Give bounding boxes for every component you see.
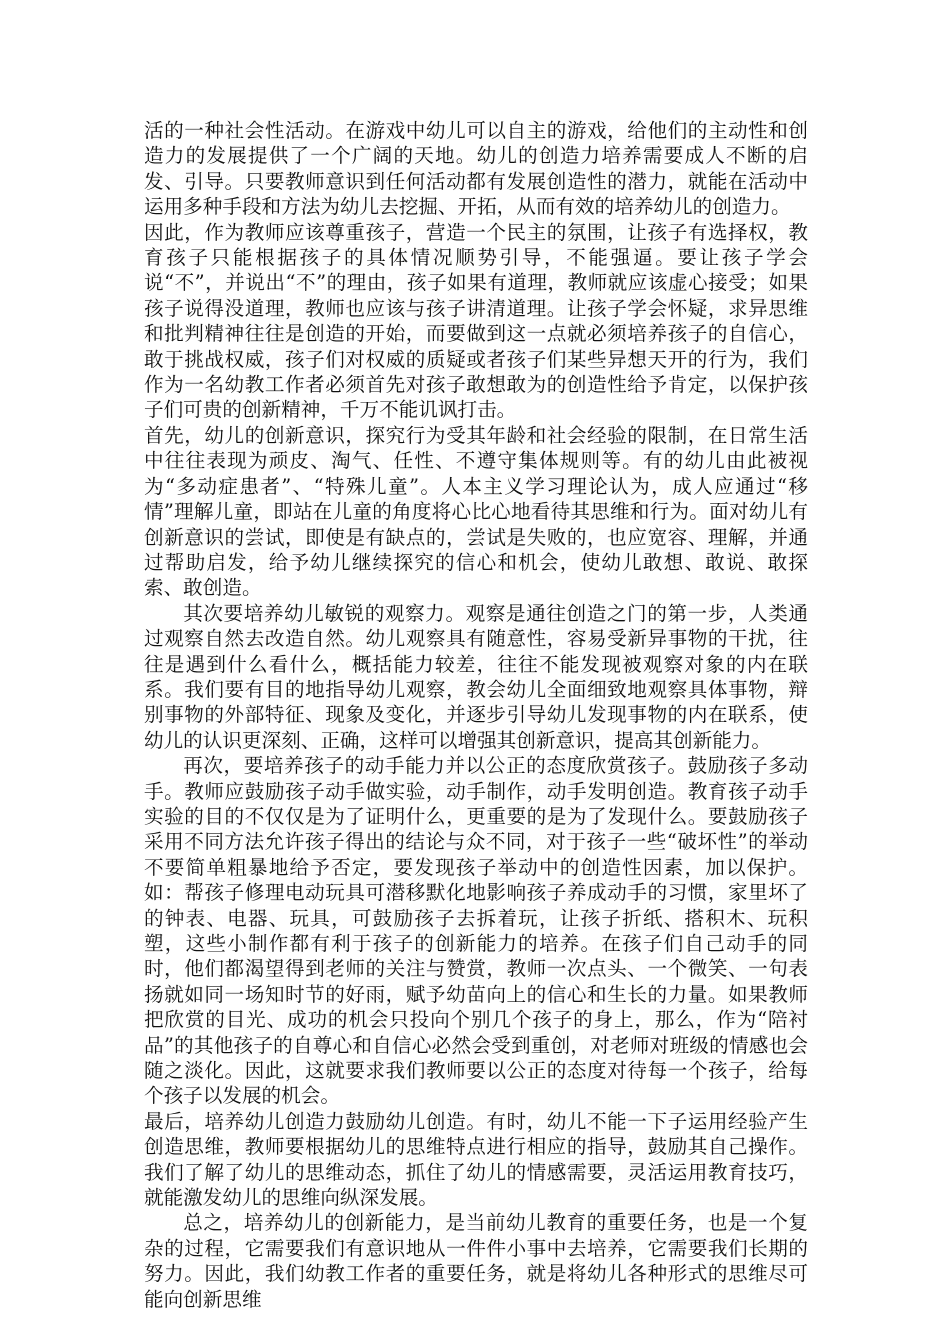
paragraph-4: 其次要培养幼儿敏锐的观察力。观察是通往创造之门的第一步，人类通过观察自然去改造自然。幼儿观察具有随意性，容易受新异事物的干扰，往往是遇到什么看什么，概括能力较差，往往不能发现被观察对象的内在联系。我们要有目的地指导幼儿观察，教会幼儿全面细致地观察具体事物，辩别事物的外部特征、现象及变化，并逐步引导幼儿发现事物的内在联系，使幼儿的认识更深刻、正确，这样可以增强其创新意识，提高其创新能力。 xyxy=(144,601,808,752)
paragraph-1: 活的一种社会性活动。在游戏中幼儿可以自主的游戏，给他们的主动性和创造力的发展提供了一个广阔的天地。幼儿的创造力培养需要成人不断的启发、引导。只要教师意识到任何活动都有发展创造性的潜力，就能在活动中运用多种手段和方法为幼儿去挖掘、开拓，从而有效的培养幼儿的创造力。 xyxy=(144,119,808,219)
paragraph-6: 最后，培养幼儿创造力鼓励幼儿创造。有时，幼儿不能一下子运用经验产生创造思维，教师要根据幼儿的思维特点进行相应的指导，鼓励其自己操作。我们了解了幼儿的思维动态，抓住了幼儿的情感需要，灵活运用教育技巧，就能激发幼儿的思维向纵深发展。 xyxy=(144,1109,808,1210)
paragraph-7: 总之，培养幼儿的创新能力，是当前幼儿教育的重要任务，也是一个复杂的过程，它需要我们有意识地从一件件小事中去培养，它需要我们长期的努力。因此，我们幼教工作者的重要任务，就是将幼儿各种形式的思维尽可能向创新思维 xyxy=(144,1211,808,1311)
document-body xyxy=(144,118,808,1312)
paragraph-2: 因此，作为教师应该尊重孩子，营造一个民主的氛围，让孩子有选择权，教育孩子只能根据孩子的具体情况顺势引导，不能强逼。要让孩子学会说“不”，并说出“不”的理由，孩子如果有道理，教师就应该虚心接受；如果孩子说得没道理，教师也应该与孩子讲清道理。让孩子学会怀疑，求异思维和批判精神往往是创造的开始，而要做到这一点就必须培养孩子的自信心，敢于挑战权威，孩子们对权威的质疑或者孩子们某些异想天开的行为，我们作为一名幼教工作者必须首先对孩子敢想敢为的创造性给予肯定，以保护孩子们可贵的创新精神，千万不能讥讽打击。 xyxy=(144,220,808,422)
paragraph-5: 再次，要培养孩子的动手能力并以公正的态度欣赏孩子。鼓励孩子多动手。教师应鼓励孩子动手做实验，动手制作，动手发明创造。教育孩子动手实验的目的不仅仅是为了证明什么，更重要的是为了发现什么。要鼓励孩子采用不同方法允许孩子得出的结论与众不同，对于孩子一些“破坏性”的举动不要简单粗暴地给予否定，要发现孩子举动中的创造性因素，加以保护。如：帮孩子修理电动玩具可潜移默化地影响孩子养成动手的习惯，家里坏了的钟表、电器、玩具，可鼓励孩子去拆着玩，让孩子折纸、搭积木、玩积塑，这些小制作都有利于孩子的创新能力的培养。在孩子们自己动手的同时，他们都渴望得到老师的关注与赞赏，教师一次点头、一个微笑、一句表扬就如同一场知时节的好雨，赋予幼苗向上的信心和生长的力量。如果教师把欣赏的目光、成功的机会只投向个别几个孩子的身上，那么，作为“陪衬品”的其他孩子的自尊心和自信心必然会受到重创，对老师对班级的情感也会随之淡化。因此，这就要求我们教师要以公正的态度对待每一个孩子，给每个孩子以发展的机会。 xyxy=(144,754,808,1108)
paragraph-3: 首先，幼儿的创新意识，探究行为受其年龄和社会经验的限制，在日常生活中往往表现为顽皮、淘气、任性、不遵守集体规则等。有的幼儿由此被视为“多动症患者”、“特殊儿童”。人本主义学习理论认为，成人应通过“移情”理解儿童，即站在儿童的角度将心比心地看待其思维和行为。面对幼儿有创新意识的尝试，即使是有缺点的，尝试是失败的，也应宽容、理解，并通过帮助启发，给予幼儿继续探究的信心和机会，使幼儿敢想、敢说、敢探索、敢创造。 xyxy=(144,423,808,600)
